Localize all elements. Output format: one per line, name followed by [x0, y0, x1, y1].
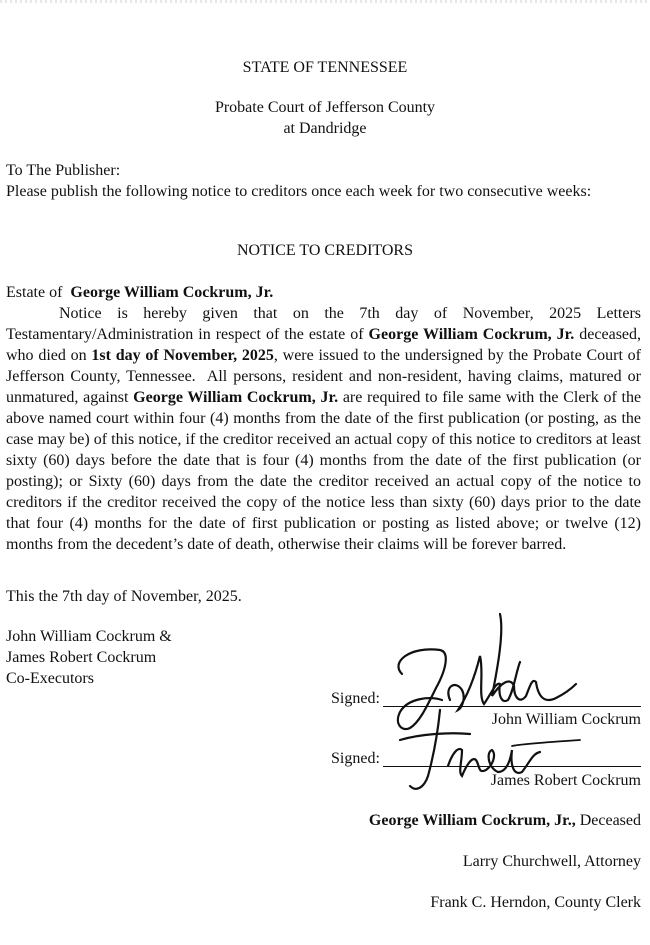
court-name: Probate Court of Jefferson County	[214, 99, 436, 116]
deceased-line	[369, 810, 641, 831]
signature-label-2: Signed:	[331, 750, 380, 767]
dated-line: This the 7th day of November, 2025.	[6, 588, 242, 605]
deceased-name: George William Cockrum, Jr.,	[368, 812, 576, 829]
notice-title: NOTICE TO CREDITORS	[236, 242, 413, 259]
clerk-line: Frank C. Herndon, County Clerk	[430, 894, 641, 911]
attorney-line: Larry Churchwell, Attorney	[462, 853, 641, 870]
scan-edge-texture	[0, 0, 650, 3]
executor-line-1: John William Cockrum &	[6, 628, 172, 645]
body-intro: Notice is hereby given that on the 7th day of November, 2025 Letters Testamentary/Administration in respect of the estate of	[6, 305, 641, 343]
estate-label: Estate of	[6, 284, 63, 301]
court-location: at Dandridge	[283, 120, 367, 137]
publisher-salutation: To The Publisher:	[6, 162, 121, 179]
estate-line	[6, 282, 273, 303]
decedent-name-repeat: George William Cockrum, Jr.	[133, 389, 339, 406]
signature-label-1: Signed:	[331, 690, 380, 707]
decedent-name: George William Cockrum, Jr.	[368, 326, 575, 343]
executor-role: Co-Executors	[6, 670, 94, 687]
publisher-request: Please publish the following notice to creditors once each week for two consecutive weeks:	[6, 183, 592, 200]
body-middle: , were issued to the undersigned by the Probate Court of Jefferson County, Tennessee. All persons, resident and non-resident, having claims, matured or unmatured, against	[6, 347, 641, 406]
deceased-label: Deceased	[575, 812, 641, 829]
body-death-lead: deceased, who died on	[6, 326, 642, 364]
signer-name-2: James Robert Cockrum	[490, 772, 641, 789]
death-date: 1st day of November, 2025	[91, 347, 274, 364]
notice-body	[6, 303, 641, 555]
estate-name: George William Cockrum, Jr.	[70, 284, 274, 301]
state-heading: STATE OF TENNESSEE	[242, 59, 408, 76]
executor-line-2: James Robert Cockrum	[6, 649, 157, 666]
body-requirements: are required to file same with the Clerk of the above named court within four (4) months from the date of the first publication (or posting, as the case may be) of this notice, if the creditor received an actual copy of this notice to creditors at least sixty (60) days before the date that is four (4) months from the date of the first publication (or posting); or Sixty (60) days from the date the creditor received an actual copy of the notice to creditors if the creditor received the copy of the notice less than sixty (60) days prior to the date that four (4) months for the date of first publication or posting as listed above; or twelve (12) months from the decedent’s date of death, otherwise their claims will be forever barred.	[6, 389, 642, 553]
signer-name-1: John William Cockrum	[491, 711, 641, 728]
